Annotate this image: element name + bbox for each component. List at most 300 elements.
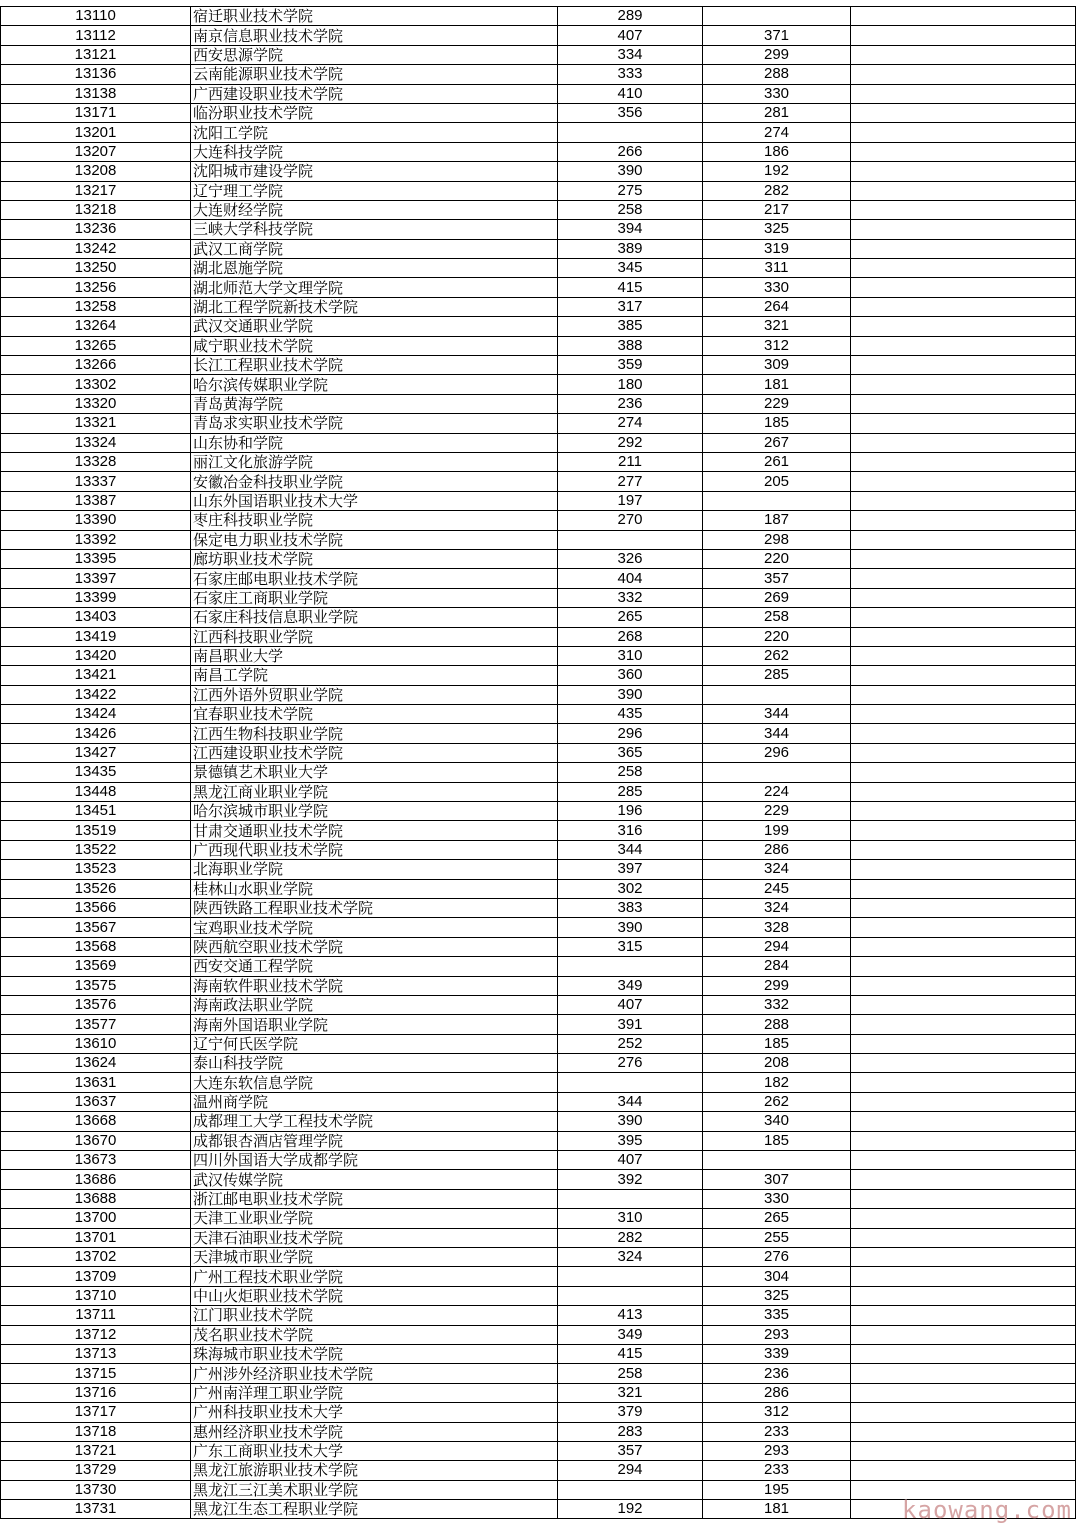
institution-code-cell: 13576 [1,995,191,1014]
institution-name-cell: 哈尔滨传媒职业学院 [191,375,558,394]
score-cell-1: 392 [558,1170,703,1189]
table-row [1,200,1076,219]
score-cell-2: 285 [703,666,851,685]
score-cell-1: 258 [558,1364,703,1383]
score-cell-1 [558,1073,703,1092]
score-cell-1: 360 [558,666,703,685]
institution-code-cell: 13337 [1,472,191,491]
score-cell-2: 324 [703,860,851,879]
institution-name-cell: 咸宁职业技术学院 [191,336,558,355]
institution-code-cell: 13242 [1,239,191,258]
empty-cell [851,569,1076,588]
table-row [1,26,1076,45]
table-row [1,1325,1076,1344]
score-cell-1: 282 [558,1228,703,1247]
score-cell-2: 229 [703,394,851,413]
score-cell-1: 270 [558,511,703,530]
institution-code-cell: 13711 [1,1306,191,1325]
institution-name-cell: 宜春职业技术学院 [191,705,558,724]
table-row [1,181,1076,200]
score-cell-2: 371 [703,26,851,45]
empty-cell [851,879,1076,898]
institution-name-cell: 石家庄科技信息职业学院 [191,608,558,627]
institution-name-cell: 湖北恩施学院 [191,259,558,278]
score-cell-2: 269 [703,588,851,607]
empty-cell [851,705,1076,724]
empty-cell [851,898,1076,917]
table-row [1,1267,1076,1286]
score-cell-2: 258 [703,608,851,627]
empty-cell [851,1422,1076,1441]
institution-code-cell: 13422 [1,685,191,704]
score-cell-1 [558,1267,703,1286]
institution-name-cell: 南京信息职业技术学院 [191,26,558,45]
empty-cell [851,530,1076,549]
table-row [1,569,1076,588]
institution-code-cell: 13258 [1,297,191,316]
score-cell-2: 299 [703,976,851,995]
score-cell-2: 236 [703,1364,851,1383]
empty-cell [851,1403,1076,1422]
institution-code-cell: 13321 [1,414,191,433]
empty-cell [851,1228,1076,1247]
score-cell-1: 359 [558,356,703,375]
institution-code-cell: 13717 [1,1403,191,1422]
empty-cell [851,937,1076,956]
institution-name-cell: 湖北工程学院新技术学院 [191,297,558,316]
institution-code-cell: 13709 [1,1267,191,1286]
institution-code-cell: 13668 [1,1112,191,1131]
score-cell-1: 258 [558,763,703,782]
empty-cell [851,1344,1076,1363]
table-row [1,1286,1076,1305]
institution-code-cell: 13208 [1,162,191,181]
institution-name-cell: 广州科技职业技术大学 [191,1403,558,1422]
institution-code-cell: 13673 [1,1151,191,1170]
institution-code-cell: 13250 [1,259,191,278]
institution-code-cell: 13424 [1,705,191,724]
score-cell-2: 186 [703,142,851,161]
institution-code-cell: 13236 [1,220,191,239]
institution-code-cell: 13721 [1,1441,191,1460]
score-cell-1: 415 [558,278,703,297]
institution-code-cell: 13207 [1,142,191,161]
institution-name-cell: 南昌工学院 [191,666,558,685]
empty-cell [851,1073,1076,1092]
empty-cell [851,433,1076,452]
institution-code-cell: 13264 [1,317,191,336]
institution-name-cell: 宝鸡职业技术学院 [191,918,558,937]
score-cell-2: 217 [703,200,851,219]
institution-code-cell: 13265 [1,336,191,355]
table-row [1,356,1076,375]
institution-name-cell: 临汾职业技术学院 [191,103,558,122]
table-row [1,782,1076,801]
institution-name-cell: 沈阳城市建设学院 [191,162,558,181]
empty-cell [851,336,1076,355]
table-row [1,1209,1076,1228]
table-row [1,1383,1076,1402]
empty-cell [851,491,1076,510]
empty-cell [851,1248,1076,1267]
institution-name-cell: 浙江邮电职业技术学院 [191,1189,558,1208]
institution-code-cell: 13426 [1,724,191,743]
score-cell-2: 192 [703,162,851,181]
table-row [1,898,1076,917]
score-cell-2: 208 [703,1054,851,1073]
institution-name-cell: 珠海城市职业技术学院 [191,1344,558,1363]
table-row [1,65,1076,84]
institution-code-cell: 13522 [1,840,191,859]
institution-name-cell: 青岛黄海学院 [191,394,558,413]
table-row [1,511,1076,530]
score-cell-1: 349 [558,1325,703,1344]
institution-name-cell: 辽宁理工学院 [191,181,558,200]
empty-cell [851,123,1076,142]
institution-code-cell: 13403 [1,608,191,627]
institution-name-cell: 海南软件职业技术学院 [191,976,558,995]
empty-cell [851,1286,1076,1305]
table-row [1,608,1076,627]
table-row [1,743,1076,762]
institution-name-cell: 江西科技职业学院 [191,627,558,646]
score-cell-1: 321 [558,1383,703,1402]
score-cell-1: 302 [558,879,703,898]
institution-name-cell: 泰山科技学院 [191,1054,558,1073]
score-cell-2: 309 [703,356,851,375]
empty-cell [851,1209,1076,1228]
score-cell-2: 332 [703,995,851,1014]
empty-cell [851,646,1076,665]
institution-code-cell: 13702 [1,1248,191,1267]
institution-name-cell: 景德镇艺术职业大学 [191,763,558,782]
score-cell-1 [558,530,703,549]
table-row [1,278,1076,297]
table-row [1,957,1076,976]
empty-cell [851,45,1076,64]
institution-code-cell: 13624 [1,1054,191,1073]
institution-code-cell: 13448 [1,782,191,801]
institution-code-cell: 13390 [1,511,191,530]
score-cell-1: 391 [558,1015,703,1034]
score-cell-2: 284 [703,957,851,976]
institution-code-cell: 13328 [1,452,191,471]
score-cell-1: 180 [558,375,703,394]
score-cell-2: 330 [703,278,851,297]
score-cell-1: 404 [558,569,703,588]
institution-name-cell: 辽宁何氏医学院 [191,1034,558,1053]
institution-code-cell: 13266 [1,356,191,375]
empty-cell [851,1306,1076,1325]
score-cell-1: 415 [558,1344,703,1363]
empty-cell [851,763,1076,782]
score-cell-1: 349 [558,976,703,995]
empty-cell [851,821,1076,840]
table-row [1,491,1076,510]
table-row [1,821,1076,840]
score-cell-2: 255 [703,1228,851,1247]
table-row [1,685,1076,704]
empty-cell [851,1092,1076,1111]
institution-code-cell: 13324 [1,433,191,452]
score-cell-1: 383 [558,898,703,917]
empty-cell [851,627,1076,646]
score-cell-2: 344 [703,724,851,743]
score-cell-2: 245 [703,879,851,898]
score-cell-1: 289 [558,7,703,26]
score-cell-2: 288 [703,65,851,84]
institution-code-cell: 13718 [1,1422,191,1441]
score-cell-2: 182 [703,1073,851,1092]
score-cell-2: 312 [703,336,851,355]
score-cell-1: 344 [558,840,703,859]
score-cell-2: 233 [703,1461,851,1480]
table-row [1,45,1076,64]
institution-code-cell: 13256 [1,278,191,297]
table-row [1,394,1076,413]
score-cell-2: 199 [703,821,851,840]
score-cell-1: 292 [558,433,703,452]
empty-cell [851,472,1076,491]
table-row [1,1015,1076,1034]
table-row [1,918,1076,937]
institution-code-cell: 13387 [1,491,191,510]
empty-cell [851,26,1076,45]
table-row [1,860,1076,879]
table-row [1,472,1076,491]
score-cell-2: 229 [703,802,851,821]
institution-name-cell: 湖北师范大学文理学院 [191,278,558,297]
score-cell-1: 413 [558,1306,703,1325]
institution-name-cell: 石家庄工商职业学院 [191,588,558,607]
institution-code-cell: 13302 [1,375,191,394]
score-cell-1: 385 [558,317,703,336]
table-row [1,336,1076,355]
institution-code-cell: 13397 [1,569,191,588]
score-cell-1 [558,1189,703,1208]
empty-cell [851,317,1076,336]
score-cell-2: 224 [703,782,851,801]
score-cell-2: 276 [703,1248,851,1267]
institution-code-cell: 13731 [1,1500,191,1519]
empty-cell [851,860,1076,879]
table-row [1,1441,1076,1460]
score-cell-2: 328 [703,918,851,937]
score-cell-2: 185 [703,1131,851,1150]
empty-cell [851,1151,1076,1170]
institution-code-cell: 13710 [1,1286,191,1305]
score-table-body [1,7,1076,1519]
institution-code-cell: 13435 [1,763,191,782]
institution-code-cell: 13686 [1,1170,191,1189]
score-cell-1 [558,957,703,976]
institution-name-cell: 黑龙江商业职业学院 [191,782,558,801]
score-cell-1: 265 [558,608,703,627]
score-cell-1: 310 [558,646,703,665]
institution-code-cell: 13575 [1,976,191,995]
score-cell-2: 181 [703,1500,851,1519]
institution-code-cell: 13218 [1,200,191,219]
table-row [1,995,1076,1014]
score-cell-1: 344 [558,1092,703,1111]
table-row [1,103,1076,122]
score-cell-2: 325 [703,1286,851,1305]
empty-cell [851,394,1076,413]
score-table [0,6,1076,1519]
score-cell-1: 356 [558,103,703,122]
institution-name-cell: 广州工程技术职业学院 [191,1267,558,1286]
empty-cell [851,200,1076,219]
empty-cell [851,549,1076,568]
table-row [1,239,1076,258]
institution-name-cell: 三峡大学科技学院 [191,220,558,239]
institution-name-cell: 安徽冶金科技职业学院 [191,472,558,491]
score-cell-1: 397 [558,860,703,879]
score-cell-2: 296 [703,743,851,762]
score-cell-1: 211 [558,452,703,471]
table-row [1,879,1076,898]
empty-cell [851,608,1076,627]
institution-code-cell: 13136 [1,65,191,84]
institution-code-cell: 13568 [1,937,191,956]
institution-code-cell: 13519 [1,821,191,840]
score-cell-1: 196 [558,802,703,821]
empty-cell [851,1325,1076,1344]
score-cell-1: 324 [558,1248,703,1267]
score-cell-1: 390 [558,1112,703,1131]
institution-name-cell: 海南外国语职业学院 [191,1015,558,1034]
table-row [1,705,1076,724]
institution-code-cell: 13201 [1,123,191,142]
institution-code-cell: 13427 [1,743,191,762]
score-cell-2: 233 [703,1422,851,1441]
table-row [1,1073,1076,1092]
score-cell-1: 333 [558,65,703,84]
table-row [1,549,1076,568]
institution-code-cell: 13399 [1,588,191,607]
empty-cell [851,452,1076,471]
empty-cell [851,666,1076,685]
score-cell-1: 390 [558,685,703,704]
institution-name-cell: 保定电力职业技术学院 [191,530,558,549]
empty-cell [851,1461,1076,1480]
table-row [1,7,1076,26]
table-row [1,1461,1076,1480]
score-cell-2: 185 [703,1034,851,1053]
score-cell-2: 281 [703,103,851,122]
table-row [1,840,1076,859]
institution-name-cell: 惠州经济职业技术学院 [191,1422,558,1441]
empty-cell [851,356,1076,375]
score-cell-1: 268 [558,627,703,646]
score-cell-1: 236 [558,394,703,413]
score-cell-1: 276 [558,1054,703,1073]
institution-code-cell: 13567 [1,918,191,937]
table-row [1,1403,1076,1422]
institution-name-cell: 黑龙江旅游职业技术学院 [191,1461,558,1480]
table-row [1,1054,1076,1073]
empty-cell [851,259,1076,278]
empty-cell [851,995,1076,1014]
institution-name-cell: 四川外国语大学成都学院 [191,1151,558,1170]
institution-code-cell: 13526 [1,879,191,898]
score-cell-2: 330 [703,84,851,103]
table-row [1,976,1076,995]
score-cell-2 [703,1151,851,1170]
table-row [1,666,1076,685]
score-cell-2: 262 [703,646,851,665]
table-row [1,1189,1076,1208]
institution-name-cell: 武汉工商学院 [191,239,558,258]
score-cell-1: 388 [558,336,703,355]
empty-cell [851,1034,1076,1053]
score-cell-2: 304 [703,1267,851,1286]
score-cell-2: 220 [703,627,851,646]
score-cell-2 [703,491,851,510]
score-cell-1: 390 [558,162,703,181]
institution-name-cell: 枣庄科技职业学院 [191,511,558,530]
institution-code-cell: 13419 [1,627,191,646]
score-cell-1: 296 [558,724,703,743]
institution-name-cell: 陕西铁路工程职业技术学院 [191,898,558,917]
institution-code-cell: 13392 [1,530,191,549]
institution-name-cell: 中山火炬职业技术学院 [191,1286,558,1305]
score-cell-1: 365 [558,743,703,762]
score-cell-2: 282 [703,181,851,200]
institution-name-cell: 茂名职业技术学院 [191,1325,558,1344]
score-cell-1 [558,1480,703,1499]
score-cell-2: 293 [703,1325,851,1344]
institution-code-cell: 13715 [1,1364,191,1383]
institution-code-cell: 13631 [1,1073,191,1092]
institution-name-cell: 天津工业职业学院 [191,1209,558,1228]
empty-cell [851,414,1076,433]
score-cell-2: 195 [703,1480,851,1499]
institution-code-cell: 13395 [1,549,191,568]
score-cell-1: 310 [558,1209,703,1228]
score-cell-2: 312 [703,1403,851,1422]
score-cell-1: 197 [558,491,703,510]
institution-name-cell: 江西生物科技职业学院 [191,724,558,743]
institution-name-cell: 江西建设职业技术学院 [191,743,558,762]
table-row [1,259,1076,278]
institution-name-cell: 北海职业学院 [191,860,558,879]
institution-name-cell: 甘肃交通职业技术学院 [191,821,558,840]
empty-cell [851,743,1076,762]
institution-code-cell: 13138 [1,84,191,103]
institution-name-cell: 温州商学院 [191,1092,558,1111]
institution-name-cell: 西安思源学院 [191,45,558,64]
score-cell-1: 407 [558,26,703,45]
institution-code-cell: 13110 [1,7,191,26]
empty-cell [851,162,1076,181]
institution-code-cell: 13730 [1,1480,191,1499]
score-cell-2: 339 [703,1344,851,1363]
institution-name-cell: 青岛求实职业技术学院 [191,414,558,433]
empty-cell [851,1383,1076,1402]
score-cell-2: 187 [703,511,851,530]
score-cell-2: 294 [703,937,851,956]
table-row [1,123,1076,142]
institution-code-cell: 13420 [1,646,191,665]
score-cell-1: 389 [558,239,703,258]
empty-cell [851,1170,1076,1189]
institution-code-cell: 13637 [1,1092,191,1111]
institution-code-cell: 13712 [1,1325,191,1344]
table-row [1,375,1076,394]
table-row [1,317,1076,336]
institution-name-cell: 宿迁职业技术学院 [191,7,558,26]
